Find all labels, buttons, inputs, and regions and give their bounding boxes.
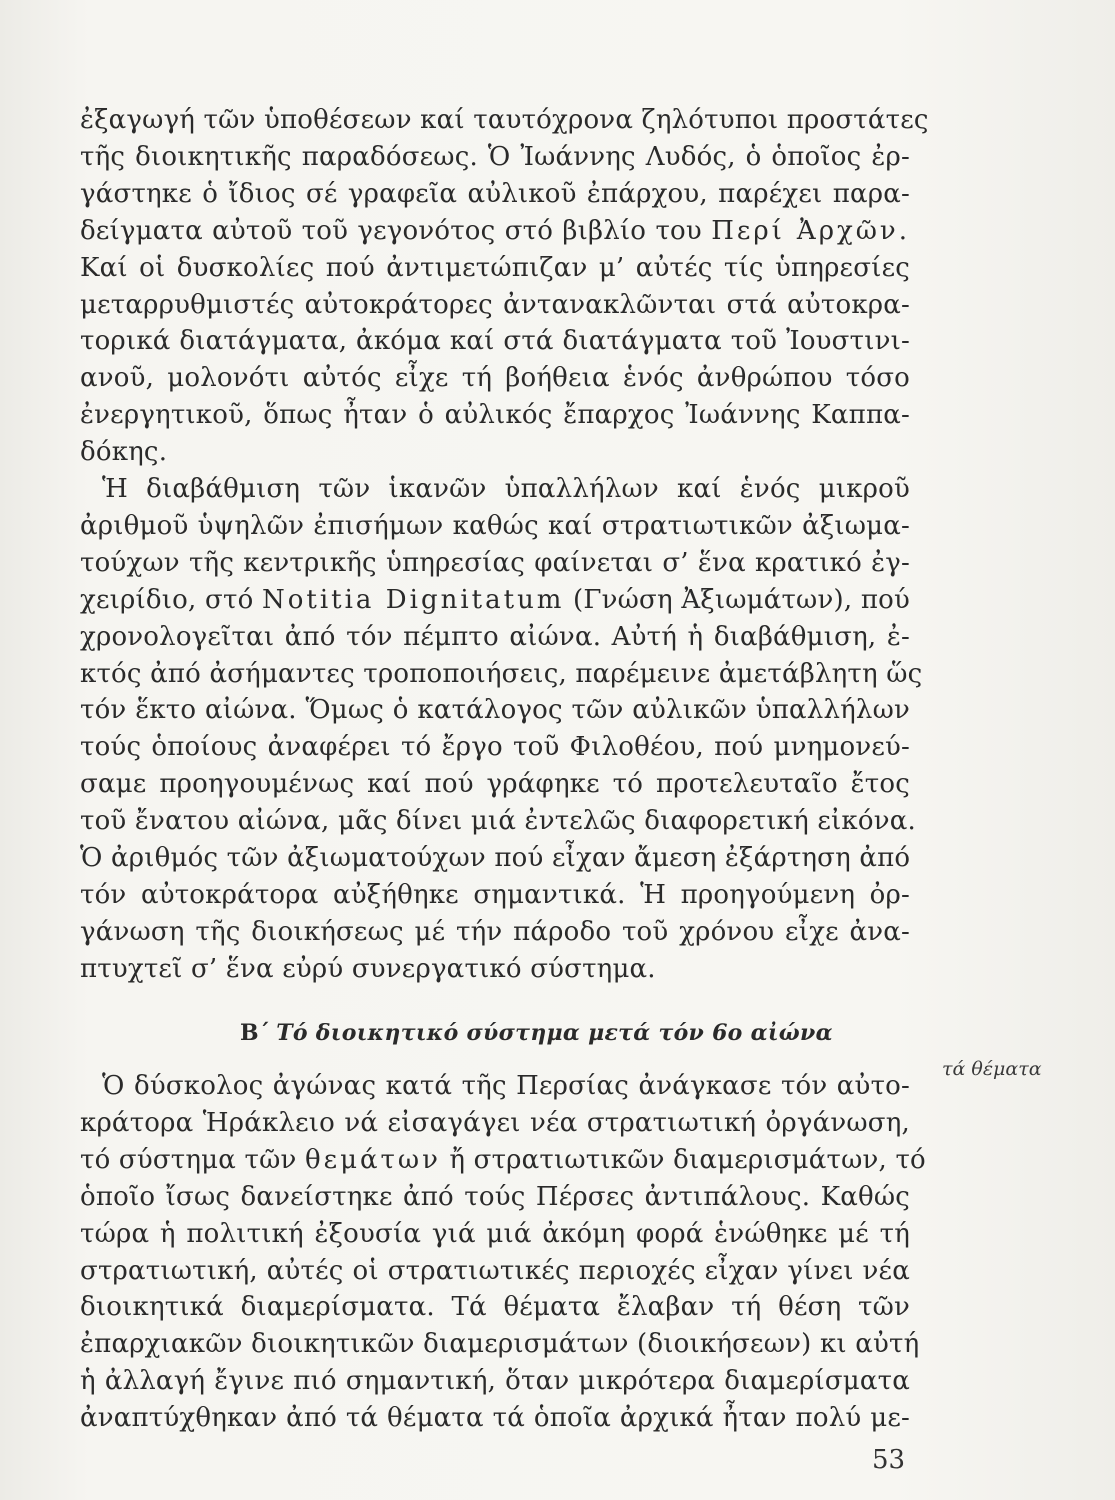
section-title: Τό διοικητικό σύστημα μετά τόν 6ο αἰώνα <box>276 1020 833 1046</box>
text-line: γάστηκε ὁ ἴδιος σέ γραφεῖα αὐλικοῦ ἐπάρχου, παρέχει παρα- <box>80 178 910 209</box>
text-line <box>80 213 910 250</box>
text-line: τορικά διατάγματα, ἀκόμα καί στά διατάγματα τοῦ Ἰουστινι- <box>80 326 910 357</box>
paragraph-3 <box>80 1068 926 1437</box>
text-line: ἀναπτύχθηκαν ἀπό τά θέματα τά ὁποῖα ἀρχικά ἦταν πολύ με- <box>80 1403 910 1434</box>
section-number: Β΄ <box>240 1020 271 1046</box>
margin-note: τά θέματα <box>942 1058 1042 1080</box>
text-line: Ὁ δύσκολος ἀγώνας κατά τῆς Περσίας ἀνάγκασε τόν αὐτο- <box>102 1071 910 1101</box>
text-fragment: ἤ στρατιωτικῶν διαμερισμάτων, τό <box>449 1144 926 1175</box>
text-line: τόν αὐτοκράτορα αὐξήθηκε σημαντικά. Ἡ προηγούμενη ὀρ- <box>80 879 910 910</box>
text-line <box>80 1142 926 1179</box>
text-line: διοικητικά διαμερίσματα. Τά θέματα ἔλαβαν τή θέση τῶν <box>80 1292 910 1323</box>
paragraph-1 <box>80 102 929 471</box>
text-line: τούχων τῆς κεντρικῆς ὑπηρεσίας φαίνεται σ’ ἕνα κρατικό ἐγ- <box>80 547 910 578</box>
text-line: χρονολογεῖται ἀπό τόν πέμπτο αἰώνα. Αὐτή ἡ διαβάθμιση, ἐ- <box>80 621 910 652</box>
text-line: ἐπαρχιακῶν διοικητικῶν διαμερισμάτων (διοικήσεων) κι αὐτή <box>80 1329 920 1360</box>
text-fragment: χειρίδιο, στό <box>80 584 254 615</box>
text-fragment: δείγματα αὐτοῦ τοῦ γεγονότος στό βιβλίο του <box>80 215 702 246</box>
text-line: ανοῦ, μολονότι αὐτός εἶχε τή βοήθεια ἑνός ἀνθρώπου τόσο <box>80 363 910 394</box>
text-fragment: τό σύστημα τῶν <box>80 1144 297 1175</box>
text-line: στρατιωτική, αὐτές οἱ στρατιωτικές περιοχές εἶχαν γίνει νέα <box>80 1255 910 1286</box>
text-line: ἀριθμοῦ ὑψηλῶν ἐπισήμων καθώς καί στρατιωτικῶν ἀξιωμα- <box>80 510 910 541</box>
text-line: Καί οἱ δυσκολίες πού ἀντιμετώπιζαν μ’ αὐτές τίς ὑπηρεσίες <box>80 252 910 283</box>
text-line: Ὁ ἀριθμός τῶν ἀξιωματούχων πού εἶχαν ἄμεση ἐξάρτηση ἀπό <box>80 843 911 874</box>
section-heading <box>240 1020 833 1046</box>
text-line: γάνωση τῆς διοικήσεως μέ τήν πάροδο τοῦ χρόνου εἶχε ἀνα- <box>80 916 910 947</box>
text-line: τούς ὁποίους ἀναφέρει τό ἔργο τοῦ Φιλοθέου, πού μνημονεύ- <box>80 732 910 763</box>
text-line: τώρα ἡ πολιτική ἐξουσία γιά μιά ἀκόμη φορά ἑνώθηκε μέ τή <box>80 1218 910 1249</box>
text-line: σαμε προηγουμένως καί πού γράφηκε τό προτελευταῖο ἔτος <box>80 769 910 800</box>
text-line: ὁποῖο ἴσως δανείστηκε ἀπό τούς Πέρσες ἀντιπάλους. Καθώς <box>80 1181 910 1212</box>
text-line: μεταρρυθμιστές αὐτοκράτορες ἀντανακλῶνται στά αὐτοκρα- <box>80 289 910 320</box>
text-line: δόκης. <box>80 437 168 468</box>
page-number: 53 <box>872 1445 906 1475</box>
text-line: ἐνεργητικοῦ, ὅπως ἦταν ὁ αὐλικός ἔπαρχος Ἰωάννης Καππα- <box>80 400 910 431</box>
paragraph-2 <box>80 471 923 988</box>
notitia-dignitatum-title: Notitia Dignitatum <box>262 584 565 615</box>
text-line <box>80 582 910 619</box>
text-line: τῆς διοικητικῆς παραδόσεως. Ὁ Ἰωάννης Λυδός, ὁ ὁποῖος ἐρ- <box>80 141 910 172</box>
text-line: τοῦ ἔνατου αἰώνα, μᾶς δίνει μιά ἐντελῶς διαφορετική εἰκόνα. <box>80 806 916 837</box>
text-line: ἡ ἀλλαγή ἔγινε πιό σημαντική, ὅταν μικρότερα διαμερίσματα <box>80 1366 910 1397</box>
text-line: πτυχτεῖ σ’ ἕνα εὐρύ συνεργατικό σύστημα. <box>80 953 656 984</box>
book-title-peri-archon: Περί Ἀρχῶν. <box>711 215 911 246</box>
themata-term: θεμάτων <box>304 1144 441 1175</box>
text-line: κράτορα Ἡράκλειο νά εἰσαγάγει νέα στρατιωτική ὀργάνωση, <box>80 1107 910 1138</box>
text-line: Ἡ διαβάθμιση τῶν ἱκανῶν ὑπαλλήλων καί ἑνός μικροῦ <box>102 474 910 504</box>
text-line: τόν ἕκτο αἰώνα. Ὅμως ὁ κατάλογος τῶν αὐλικῶν ὑπαλλήλων <box>80 695 910 726</box>
text-line: κτός ἀπό ἀσήμαντες τροποποιήσεις, παρέμεινε ἀμετάβλητη ὥς <box>80 658 923 689</box>
text-fragment: (Γνώση Ἀξιωμάτων), πού <box>573 584 910 615</box>
text-line: ἐξαγωγή τῶν ὑποθέσεων καί ταυτόχρονα ζηλότυποι προστάτες <box>80 105 929 135</box>
